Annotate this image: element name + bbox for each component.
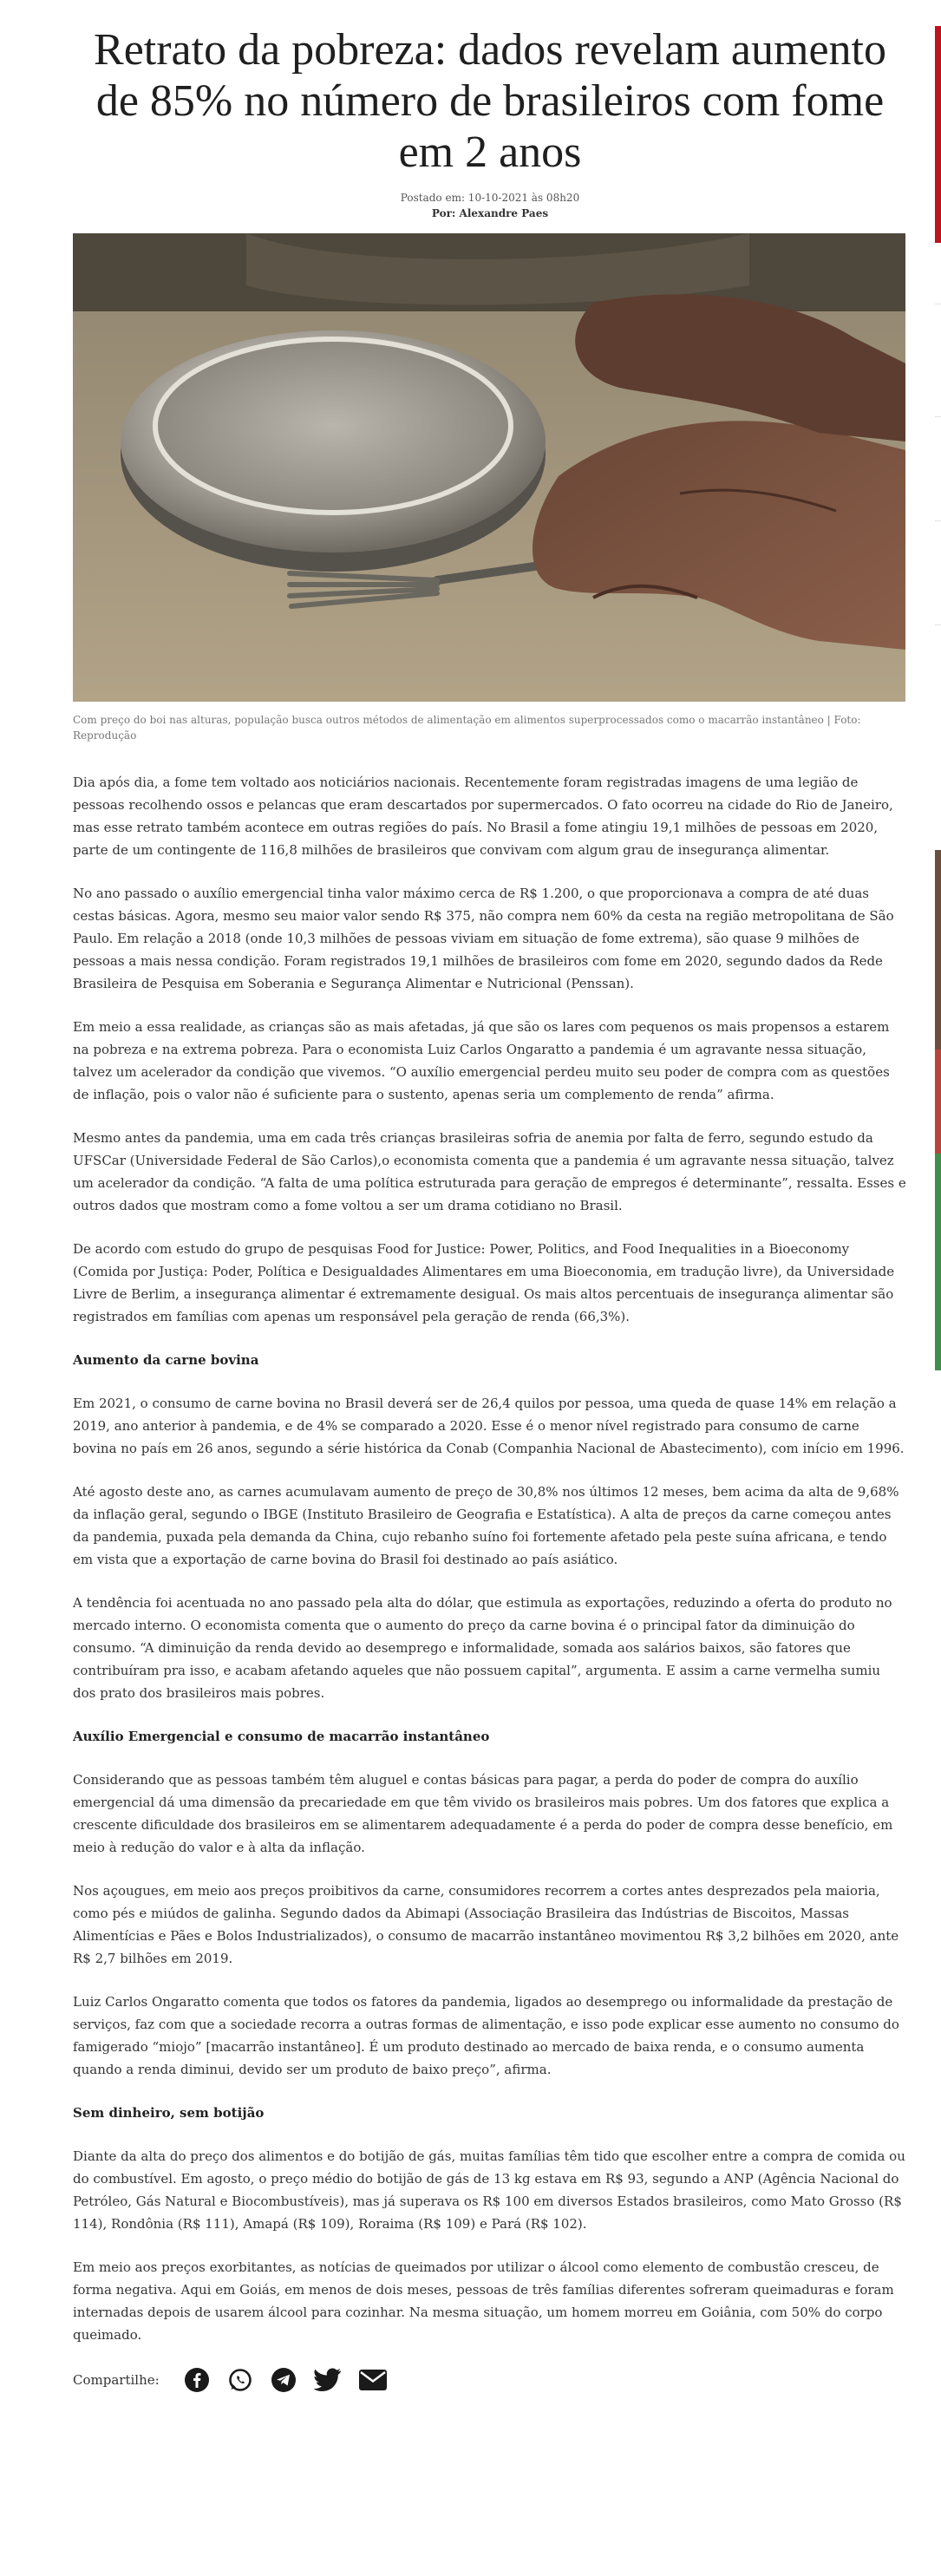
paragraph: Em 2021, o consumo de carne bovina no Brasil deverá ser de 26,4 quilos por pessoa, uma queda de quase 14% em relação a 2019, ano anterior à pandemia, e de 4% se comparado a 2020. Esse é o menor nível registrado para consumo de carne bovina no país em 26 anos, segundo a série histórica da Conab (Companhia Nacional de Abastecimento), com início em 1996. — [73, 1396, 905, 1456]
side-ad-strip — [935, 1154, 941, 1370]
hero-photo-illustration — [73, 233, 905, 702]
whatsapp-icon[interactable] — [227, 2367, 253, 2393]
paragraph: De acordo com estudo do grupo de pesquisas Food for Justice: Power, Politics, and Food Inequalities in a Bioeconomy (Comida por Justiça: Poder, Política e Desigualdades Alimentares em uma Bioeconomia, em tradução livre), da Universidade Livre de Berlim, a insegurança alimentar é extremamente desigual. Os mais altos percentuais de insegurança alimentar são registrados em famílias com apenas um responsável pela geração de renda (66,3%). — [73, 1241, 895, 1324]
telegram-icon[interactable] — [271, 2367, 297, 2393]
side-ad-strip — [935, 1049, 941, 1154]
paragraph: Dia após dia, a fome tem voltado aos noticiários nacionais. Recentemente foram registradas imagens de uma legião de pessoas recolhendo ossos e pelancas que eram descartados por supermercados. O fato ocorreu na cidade do Rio de Janeiro, mas esse retrato também acontece em outras regiões do país. No Brasil a fome atingiu 19,1 milhões de pessoas em 2020, parte de um contingente de 116,8 milhões de brasileiros que convivam com algum grau de insegurança alimentar. — [73, 775, 893, 858]
side-divider — [935, 520, 941, 521]
paragraph: Em meio aos preços exorbitantes, as notícias de queimados por utilizar o álcool como elemento de combustão cresceu, de forma negativa. Aqui em Goiás, em menos de dois meses, pessoas de três famílias diferentes sofreram queimaduras e foram internadas depois de usarem álcool para cozinhar. Na mesma situação, um homem morreu em Goiânia, com 50% do corpo queimado. — [73, 2259, 894, 2343]
section-heading: Auxílio Emergencial e consumo de macarrão instantâneo — [73, 1729, 490, 1744]
share-label: Compartilhe: — [73, 2372, 160, 2388]
image-caption: Com preço do boi nas alturas, população busca outros métodos de alimentação em alimentos superprocessados como o macarrão instantâneo | Foto: Reprodução — [73, 714, 861, 742]
section-heading: Aumento da carne bovina — [73, 1352, 259, 1368]
paragraph: Até agosto deste ano, as carnes acumulavam aumento de preço de 30,8% nos últimos 12 meses, bem acima da alta de 9,68% da inflação geral, segundo o IBGE (Instituto Brasileiro de Geografia e Estatística). A alta de preços da carne começou antes da pandemia, puxada pela demanda da China, cujo rebanho suíno foi fortemente afetado pela peste suína africana, e tendo em vista que a exportação de carne bovina do Brasil foi destinado ao país asiático. — [73, 1484, 899, 1567]
section-heading: Sem dinheiro, sem botijão — [73, 2105, 265, 2121]
email-icon[interactable] — [359, 2370, 387, 2390]
paragraph: Em meio a essa realidade, as crianças são as mais afetadas, já que são os lares com pequenos os mais propensos a estarem na pobreza e na extrema pobreza. Para o economista Luiz Carlos Ongaratto a pandemia é um agravante nessa situação, talvez um acelerador da condição que vivemos. “O auxílio emergencial perdeu muito seu poder de compra com as questões de inflação, pois o valor não é suficiente para o sustento, apenas seria um complemento de renda” afirma. — [73, 1019, 890, 1102]
facebook-icon[interactable] — [184, 2367, 210, 2393]
side-accent-bar — [935, 26, 941, 243]
paragraph: Nos açougues, em meio aos preços proibitivos da carne, consumidores recorrem a cortes antes desprezados pela maioria, como pés e miúdos de galinha. Segundo dados da Abimapi (Associação Brasileira das Indústrias de Biscoitos, Massas Alimentícias e Pães e Bolos Industrializados), o consumo de macarrão instantâneo movimentou R$ 3,2 bilhões em 2020, ante R$ 2,7 bilhões em 2019. — [73, 1883, 899, 1966]
paragraph: Mesmo antes da pandemia, uma em cada três crianças brasileiras sofria de anemia por falta de ferro, segundo estudo da UFSCar (Universidade Federal de São Carlos),o economista comenta que a pandemia é um agravante nessa situação, talvez um acelerador da condição. “A falta de uma política estruturada para geração de empregos é determinante”, ressalta. Esses e outros dados que mostram como a fome voltou a ser um drama cotidiano no Brasil. — [73, 1130, 906, 1213]
article-meta — [73, 190, 907, 221]
twitter-icon[interactable] — [314, 2368, 342, 2392]
posted-date: Postado em: 10-10-2021 às 08h20 — [400, 192, 580, 204]
paragraph: A tendência foi acentuada no ano passado pela alta do dólar, que estimula as exportações, reduzindo a oferta do produto no mercado interno. O economista comenta que o aumento do preço da carne bovina é o principal fator da diminuição do consumo. “A diminuição da renda devido ao desemprego e informalidade, somada aos salários baixos, são fatores que contribuíram pra isso, e acabam afetando aqueles que não possuem capital”, argumenta. E assim a carne vermelha sumiu dos prato dos brasileiros mais pobres. — [73, 1595, 892, 1701]
article-title: Retrato da pobreza: dados revelam aumento de 85% no número de brasileiros com fome em 2 anos — [94, 25, 886, 177]
paragraph: Luiz Carlos Ongaratto comenta que todos os fatores da pandemia, ligados ao desemprego ou informalidade da prestação de serviços, faz com que a sociedade recorra a outras formas de alimentação, e isso pode explicar esse aumento no consumo do famigerado “miojo” [macarrão instantâneo]. É um produto destinado ao mercado de baixa renda, e o consumo aumenta quando a renda diminui, devido ser um produto de baixo preço”, afirma. — [73, 1994, 899, 2077]
author: Por: Alexandre Paes — [431, 207, 549, 219]
side-divider — [935, 416, 941, 417]
paragraph: Diante da alta do preço dos alimentos e do botijão de gás, muitas famílias têm tido que escolher entre a compra de comida ou do combustível. Em agosto, o preço médio do botijão de gás de 13 kg estava em R$ 93, segundo a ANP (Agência Nacional do Petróleo, Gás Natural e Biocombustíveis), mas já superava os R$ 100 em diversos Estados brasileiros, como Mato Grosso (R$ 114), Rondônia (R$ 111), Amapá (R$ 109), Roraima (R$ 109) e Pará (R$ 102). — [73, 2148, 905, 2232]
paragraph: Considerando que as pessoas também têm aluguel e contas básicas para pagar, a perda do poder de compra do auxílio emergencial dá uma dimensão da precariedade em que têm vivido os brasileiros mais pobres. Um dos fatores que explica a crescente dificuldade dos brasileiros em se alimentarem adequadamente é a perda do poder de compra desse benefício, em meio à redução do valor e à alta da inflação. — [73, 1772, 893, 1855]
article — [73, 0, 907, 2393]
hero-image — [73, 233, 905, 702]
side-divider — [935, 624, 941, 625]
side-ad-strip — [935, 850, 941, 1049]
share-bar — [73, 2367, 907, 2393]
article-body — [73, 771, 907, 2346]
paragraph: No ano passado o auxílio emergencial tinha valor máximo cerca de R$ 1.200, o que proporcionava a compra de até duas cestas básicas. Agora, mesmo seu maior valor sendo R$ 375, não compra nem 60% da cesta na região metropolitana de São Paulo. Em relação a 2018 (onde 10,3 milhões de pessoas viviam em situação de fome extrema), são quase 9 milhões de pessoas a mais nessa condição. Foram registrados 19,1 milhões de brasileiros com fome em 2020, segundo dados da Rede Brasileira de Pesquisa em Soberania e Segurança Alimentar e Nutricional (Penssan). — [73, 886, 894, 991]
